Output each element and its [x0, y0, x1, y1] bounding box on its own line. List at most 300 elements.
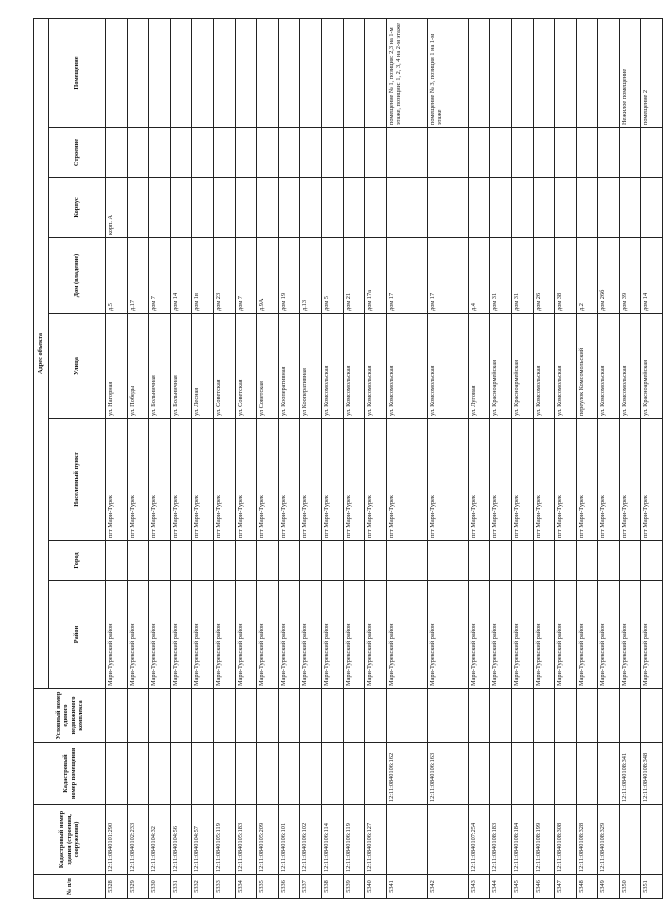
cell-premise: помещение № 3, позиция 1 на 1-м этаже: [427, 18, 468, 127]
table-row: [365, 18, 387, 898]
cell-city: [321, 541, 343, 581]
cell-structure: [427, 128, 468, 178]
cell-block: корп. А: [106, 178, 128, 238]
cell-building-cadastral: [386, 805, 427, 875]
cell-complex-number: [490, 689, 512, 743]
cell-structure: [343, 128, 365, 178]
cell-building-cadastral: 12:11:0840105:119: [213, 805, 235, 875]
cell-street: ул. Комсомольская: [386, 314, 427, 419]
cell-complex-number: [598, 689, 620, 743]
cell-house: дом 7: [149, 238, 171, 314]
cell-structure: [149, 128, 171, 178]
cell-building-cadastral: 12:11:0840104:56: [170, 805, 192, 875]
cell-structure: [511, 128, 533, 178]
cell-district: Мари-Турекский район: [365, 581, 387, 689]
table-row: [619, 18, 641, 898]
cell-city: [576, 541, 598, 581]
cell-district: Мари-Турекский район: [343, 581, 365, 689]
cell-house: дом 26: [533, 238, 555, 314]
cell-city: [365, 541, 387, 581]
cell-premise-cadastral: [170, 743, 192, 805]
cell-house: дом 38: [555, 238, 577, 314]
col-header-address-group: Адрес объекта: [34, 18, 49, 688]
cell-premise-cadastral: [576, 743, 598, 805]
cell-premise-cadastral: [511, 743, 533, 805]
cell-complex-number: [170, 689, 192, 743]
cell-locality: пгт Мари-Турек: [106, 419, 128, 541]
cell-house: дом 17: [427, 238, 468, 314]
cell-locality: пгт Мари-Турек: [170, 419, 192, 541]
cell-city: [106, 541, 128, 581]
cell-premise: помещение 2: [641, 18, 663, 127]
table-row: [106, 18, 128, 898]
cell-house: дом 17а: [365, 238, 387, 314]
cell-structure: [257, 128, 279, 178]
cell-structure: [321, 128, 343, 178]
cell-city: [170, 541, 192, 581]
cell-street: ул. Луговая: [468, 314, 490, 419]
cell-premise-cadastral: [598, 743, 620, 805]
col-header-complex-number: Условный номер единого недвижимого комплекса: [34, 689, 106, 743]
cell-complex-number: [576, 689, 598, 743]
cell-building-cadastral: 12:11:0840106:119: [343, 805, 365, 875]
cell-house: д.13: [300, 238, 322, 314]
cell-complex-number: [533, 689, 555, 743]
table-row: [257, 18, 279, 898]
cell-locality: пгт Мари-Турек: [468, 419, 490, 541]
cell-premise-cadastral: [300, 743, 322, 805]
cell-street: ул. Комсомольская: [619, 314, 641, 419]
cell-city: [490, 541, 512, 581]
table-row: [427, 18, 468, 898]
cell-street: ул. Красноармейская: [511, 314, 533, 419]
cell-house: д.2: [576, 238, 598, 314]
cell-premise: [511, 18, 533, 127]
cell-structure: [300, 128, 322, 178]
cell-city: [213, 541, 235, 581]
cell-complex-number: [468, 689, 490, 743]
cell-premise-cadastral: [106, 743, 128, 805]
cell-city: [641, 541, 663, 581]
cell-locality: пгт Мари-Турек: [235, 419, 257, 541]
cell-structure: [213, 128, 235, 178]
cell-premise-cadastral: [533, 743, 555, 805]
cell-city: [127, 541, 149, 581]
cell-house: д.4: [468, 238, 490, 314]
cell-premise: [278, 18, 300, 127]
cell-district: Мари-Турекский район: [106, 581, 128, 689]
cell-number: 5340: [365, 875, 387, 899]
cell-locality: пгт Мари-Турек: [619, 419, 641, 541]
col-header-num: № п/п: [34, 875, 106, 899]
cell-building-cadastral: [427, 805, 468, 875]
cell-block: [213, 178, 235, 238]
cell-building-cadastral: 12:11:0840106:101: [278, 805, 300, 875]
cell-premise: Нежилое помещение: [619, 18, 641, 127]
cell-district: Мари-Турекский район: [278, 581, 300, 689]
cell-building-cadastral: 12:11:0840105:183: [235, 805, 257, 875]
cell-premise-cadastral: [257, 743, 279, 805]
cell-city: [511, 541, 533, 581]
cell-complex-number: [321, 689, 343, 743]
cell-complex-number: [300, 689, 322, 743]
cell-structure: [555, 128, 577, 178]
cell-building-cadastral: 12:11:0840108:184: [511, 805, 533, 875]
col-header-premise-cadastral: Кадастровый номер помещения: [34, 743, 106, 805]
cell-premise-cadastral: [555, 743, 577, 805]
cell-structure: [386, 128, 427, 178]
cell-complex-number: [641, 689, 663, 743]
cell-structure: [619, 128, 641, 178]
cell-complex-number: [278, 689, 300, 743]
cell-building-cadastral: 12:11:0840106:127: [365, 805, 387, 875]
cell-structure: [235, 128, 257, 178]
cell-district: Мари-Турекский район: [511, 581, 533, 689]
cell-building-cadastral: 12:11:0840108:329: [598, 805, 620, 875]
cell-district: Мари-Турекский район: [555, 581, 577, 689]
cell-locality: пгт Мари-Турек: [427, 419, 468, 541]
cell-building-cadastral: 12:11:0840108:308: [555, 805, 577, 875]
cell-locality: пгт Мари-Турек: [278, 419, 300, 541]
table-row: [235, 18, 257, 898]
cell-building-cadastral: 12:11:0840106:114: [321, 805, 343, 875]
cell-block: [235, 178, 257, 238]
cell-structure: [192, 128, 214, 178]
cell-district: Мари-Турекский район: [127, 581, 149, 689]
table-row: [149, 18, 171, 898]
cell-house: дом 1в: [192, 238, 214, 314]
cell-premise: [576, 18, 598, 127]
col-header-building-cadastral: Кадастровый номер здания (строения, сооружения): [34, 805, 106, 875]
cell-number: 5335: [257, 875, 279, 899]
table-row: [321, 18, 343, 898]
cell-block: [149, 178, 171, 238]
cell-city: [343, 541, 365, 581]
table-row: [511, 18, 533, 898]
cell-house: дом 14: [641, 238, 663, 314]
table-row: [468, 18, 490, 898]
cell-house: дом 31: [511, 238, 533, 314]
cell-building-cadastral: 12:11:0840101:290: [106, 805, 128, 875]
cell-street: ул. Кооперативная: [278, 314, 300, 419]
cell-building-cadastral: 12:11:0840108:328: [576, 805, 598, 875]
cell-number: 5331: [170, 875, 192, 899]
cell-city: [149, 541, 171, 581]
cell-premise: [468, 18, 490, 127]
cell-premise: [149, 18, 171, 127]
cell-structure: [170, 128, 192, 178]
cell-city: [235, 541, 257, 581]
cell-premise: [598, 18, 620, 127]
cell-block: [365, 178, 387, 238]
cell-complex-number: [149, 689, 171, 743]
cell-building-cadastral: 12:11:0840108:199: [533, 805, 555, 875]
cell-locality: пгт Мари-Турек: [555, 419, 577, 541]
cell-structure: [365, 128, 387, 178]
cell-building-cadastral: 12:11:0840108:183: [490, 805, 512, 875]
cell-street: ул. Комсомольская: [598, 314, 620, 419]
cell-number: 5345: [511, 875, 533, 899]
cell-block: [343, 178, 365, 238]
cell-premise-cadastral: 12:11:0840106:162: [386, 743, 427, 805]
cell-structure: [468, 128, 490, 178]
cell-street: ул Кооперативная: [300, 314, 322, 419]
cell-building-cadastral: 12:11:0840105:209: [257, 805, 279, 875]
cell-structure: [278, 128, 300, 178]
cell-locality: пгт Мари-Турек: [511, 419, 533, 541]
cell-district: Мари-Турекский район: [533, 581, 555, 689]
cell-street: ул. Комсомольская: [343, 314, 365, 419]
table-row: [278, 18, 300, 898]
cell-district: Мари-Турекский район: [386, 581, 427, 689]
cell-house: дом 26б: [598, 238, 620, 314]
cell-number: 5332: [192, 875, 214, 899]
cell-district: Мари-Турекский район: [213, 581, 235, 689]
cell-premise: [321, 18, 343, 127]
cell-locality: пгт Мари-Турек: [598, 419, 620, 541]
cell-district: Мари-Турекский район: [619, 581, 641, 689]
cell-block: [641, 178, 663, 238]
cell-building-cadastral: [641, 805, 663, 875]
table-row: [127, 18, 149, 898]
table-row: [490, 18, 512, 898]
cell-district: Мари-Турекский район: [300, 581, 322, 689]
cell-house: д.5: [106, 238, 128, 314]
cell-complex-number: [213, 689, 235, 743]
col-header-street: Улица: [49, 314, 106, 419]
cell-block: [598, 178, 620, 238]
cell-number: 5344: [490, 875, 512, 899]
cell-premise-cadastral: 12:11:0840106:163: [427, 743, 468, 805]
cell-premise: [533, 18, 555, 127]
cell-house: д.9А: [257, 238, 279, 314]
table-row: [192, 18, 214, 898]
table-row: [641, 18, 663, 898]
cell-complex-number: [555, 689, 577, 743]
cell-locality: пгт Мари-Турек: [149, 419, 171, 541]
cell-number: 5330: [149, 875, 171, 899]
cell-number: 5328: [106, 875, 128, 899]
cell-district: Мари-Турекский район: [468, 581, 490, 689]
cell-locality: пгт Мари-Турек: [533, 419, 555, 541]
cell-street: ул. Победы: [127, 314, 149, 419]
cell-street: ул. Комсомольская: [427, 314, 468, 419]
col-header-city: Город: [49, 541, 106, 581]
cell-street: ул. Лесная: [192, 314, 214, 419]
cell-street: ул. Красноармейская: [490, 314, 512, 419]
cell-district: Мари-Турекский район: [427, 581, 468, 689]
cell-block: [127, 178, 149, 238]
cell-district: Мари-Турекский район: [598, 581, 620, 689]
cell-city: [192, 541, 214, 581]
cell-structure: [641, 128, 663, 178]
cell-number: 5347: [555, 875, 577, 899]
cell-structure: [533, 128, 555, 178]
cell-house: дом 21: [343, 238, 365, 314]
table-row: [213, 18, 235, 898]
cell-number: 5336: [278, 875, 300, 899]
table-row: [343, 18, 365, 898]
property-register-table: [33, 18, 663, 899]
cell-premise: [235, 18, 257, 127]
cell-locality: пгт Мари-Турек: [641, 419, 663, 541]
cell-district: Мари-Турекский район: [235, 581, 257, 689]
cell-locality: пгт Мари-Турек: [257, 419, 279, 541]
cell-locality: пгт Мари-Турек: [490, 419, 512, 541]
cell-block: [576, 178, 598, 238]
cell-number: 5339: [343, 875, 365, 899]
cell-building-cadastral: [619, 805, 641, 875]
cell-complex-number: [235, 689, 257, 743]
cell-house: дом 23: [213, 238, 235, 314]
cell-block: [321, 178, 343, 238]
cell-street: ул. Советская: [235, 314, 257, 419]
col-header-premise: Помещение: [49, 18, 106, 127]
cell-block: [278, 178, 300, 238]
cell-structure: [127, 128, 149, 178]
cell-locality: пгт Мари-Турек: [343, 419, 365, 541]
cell-complex-number: [619, 689, 641, 743]
cell-block: [555, 178, 577, 238]
cell-locality: пгт Мари-Турек: [192, 419, 214, 541]
cell-block: [192, 178, 214, 238]
cell-city: [386, 541, 427, 581]
cell-block: [511, 178, 533, 238]
cell-building-cadastral: 12:11:0840107:254: [468, 805, 490, 875]
cell-number: 5350: [619, 875, 641, 899]
cell-complex-number: [106, 689, 128, 743]
cell-complex-number: [511, 689, 533, 743]
cell-house: дом 17: [386, 238, 427, 314]
cell-premise: [127, 18, 149, 127]
cell-structure: [106, 128, 128, 178]
col-header-house: Дом (владение): [49, 238, 106, 314]
cell-structure: [490, 128, 512, 178]
cell-locality: пгт Мари-Турек: [386, 419, 427, 541]
cell-complex-number: [365, 689, 387, 743]
cell-number: 5337: [300, 875, 322, 899]
cell-number: 5334: [235, 875, 257, 899]
cell-district: Мари-Турекский район: [321, 581, 343, 689]
cell-street: ул. Советская: [213, 314, 235, 419]
table-header-row: [34, 18, 49, 898]
cell-number: 5346: [533, 875, 555, 899]
table-row: [533, 18, 555, 898]
cell-street: ул. Комсомольская: [555, 314, 577, 419]
cell-building-cadastral: 12:11:0840106:102: [300, 805, 322, 875]
cell-street: ул Советская: [257, 314, 279, 419]
cell-street: ул. Комсомольская: [365, 314, 387, 419]
cell-complex-number: [257, 689, 279, 743]
cell-complex-number: [427, 689, 468, 743]
cell-complex-number: [192, 689, 214, 743]
cell-city: [598, 541, 620, 581]
cell-premise-cadastral: [149, 743, 171, 805]
cell-premise: [192, 18, 214, 127]
cell-premise-cadastral: [490, 743, 512, 805]
cell-number: 5338: [321, 875, 343, 899]
cell-block: [468, 178, 490, 238]
cell-structure: [598, 128, 620, 178]
cell-street: ул. Больничная: [149, 314, 171, 419]
cell-city: [468, 541, 490, 581]
col-header-district: Район: [49, 581, 106, 689]
cell-house: дом 31: [490, 238, 512, 314]
cell-number: 5329: [127, 875, 149, 899]
cell-district: Мари-Турекский район: [576, 581, 598, 689]
table-body: [106, 18, 663, 898]
cell-district: Мари-Турекский район: [641, 581, 663, 689]
cell-complex-number: [127, 689, 149, 743]
table-row: [555, 18, 577, 898]
cell-house: дом 5: [321, 238, 343, 314]
cell-premise-cadastral: [213, 743, 235, 805]
cell-premise: [106, 18, 128, 127]
cell-house: дом 14: [170, 238, 192, 314]
cell-street: переулок Комсомольский: [576, 314, 598, 419]
cell-locality: пгт Мари-Турек: [213, 419, 235, 541]
cell-block: [257, 178, 279, 238]
cell-number: 5343: [468, 875, 490, 899]
cell-city: [427, 541, 468, 581]
cell-premise-cadastral: 12:11:0840108:341: [619, 743, 641, 805]
cell-number: 5333: [213, 875, 235, 899]
cell-locality: пгт Мари-Турек: [365, 419, 387, 541]
cell-locality: пгт Мари-Турек: [127, 419, 149, 541]
cell-block: [533, 178, 555, 238]
cell-premise-cadastral: [235, 743, 257, 805]
cell-street: ул. Комсомольская: [321, 314, 343, 419]
cell-complex-number: [343, 689, 365, 743]
cell-building-cadastral: 12:11:0840102:233: [127, 805, 149, 875]
col-header-block: Корпус: [49, 178, 106, 238]
cell-block: [386, 178, 427, 238]
cell-block: [619, 178, 641, 238]
cell-district: Мари-Турекский район: [257, 581, 279, 689]
cell-structure: [576, 128, 598, 178]
table-row: [576, 18, 598, 898]
cell-city: [300, 541, 322, 581]
cell-locality: пгт Мари-Турек: [300, 419, 322, 541]
cell-district: Мари-Турекский район: [490, 581, 512, 689]
cell-city: [278, 541, 300, 581]
cell-district: Мари-Турекский район: [149, 581, 171, 689]
cell-premise-cadastral: [468, 743, 490, 805]
cell-premise: [213, 18, 235, 127]
cell-city: [533, 541, 555, 581]
cell-block: [170, 178, 192, 238]
cell-premise: [343, 18, 365, 127]
cell-block: [490, 178, 512, 238]
cell-city: [555, 541, 577, 581]
cell-building-cadastral: 12:11:0840104:57: [192, 805, 214, 875]
cell-number: 5348: [576, 875, 598, 899]
cell-premise: помещение № 1, позиция: 2,3 на 1-м этаже, позиции: 1, 2, 3, 4 на 2-м этаже: [386, 18, 427, 127]
cell-premise-cadastral: [343, 743, 365, 805]
cell-block: [300, 178, 322, 238]
cell-house: дом 19: [278, 238, 300, 314]
cell-house: дом 7: [235, 238, 257, 314]
table-row: [386, 18, 427, 898]
cell-number: 5341: [386, 875, 427, 899]
cell-premise: [490, 18, 512, 127]
cell-street: ул. Больничная: [170, 314, 192, 419]
cell-district: Мари-Турекский район: [192, 581, 214, 689]
cell-premise-cadastral: [278, 743, 300, 805]
cell-district: Мари-Турекский район: [170, 581, 192, 689]
cell-house: дом 39: [619, 238, 641, 314]
cell-complex-number: [386, 689, 427, 743]
